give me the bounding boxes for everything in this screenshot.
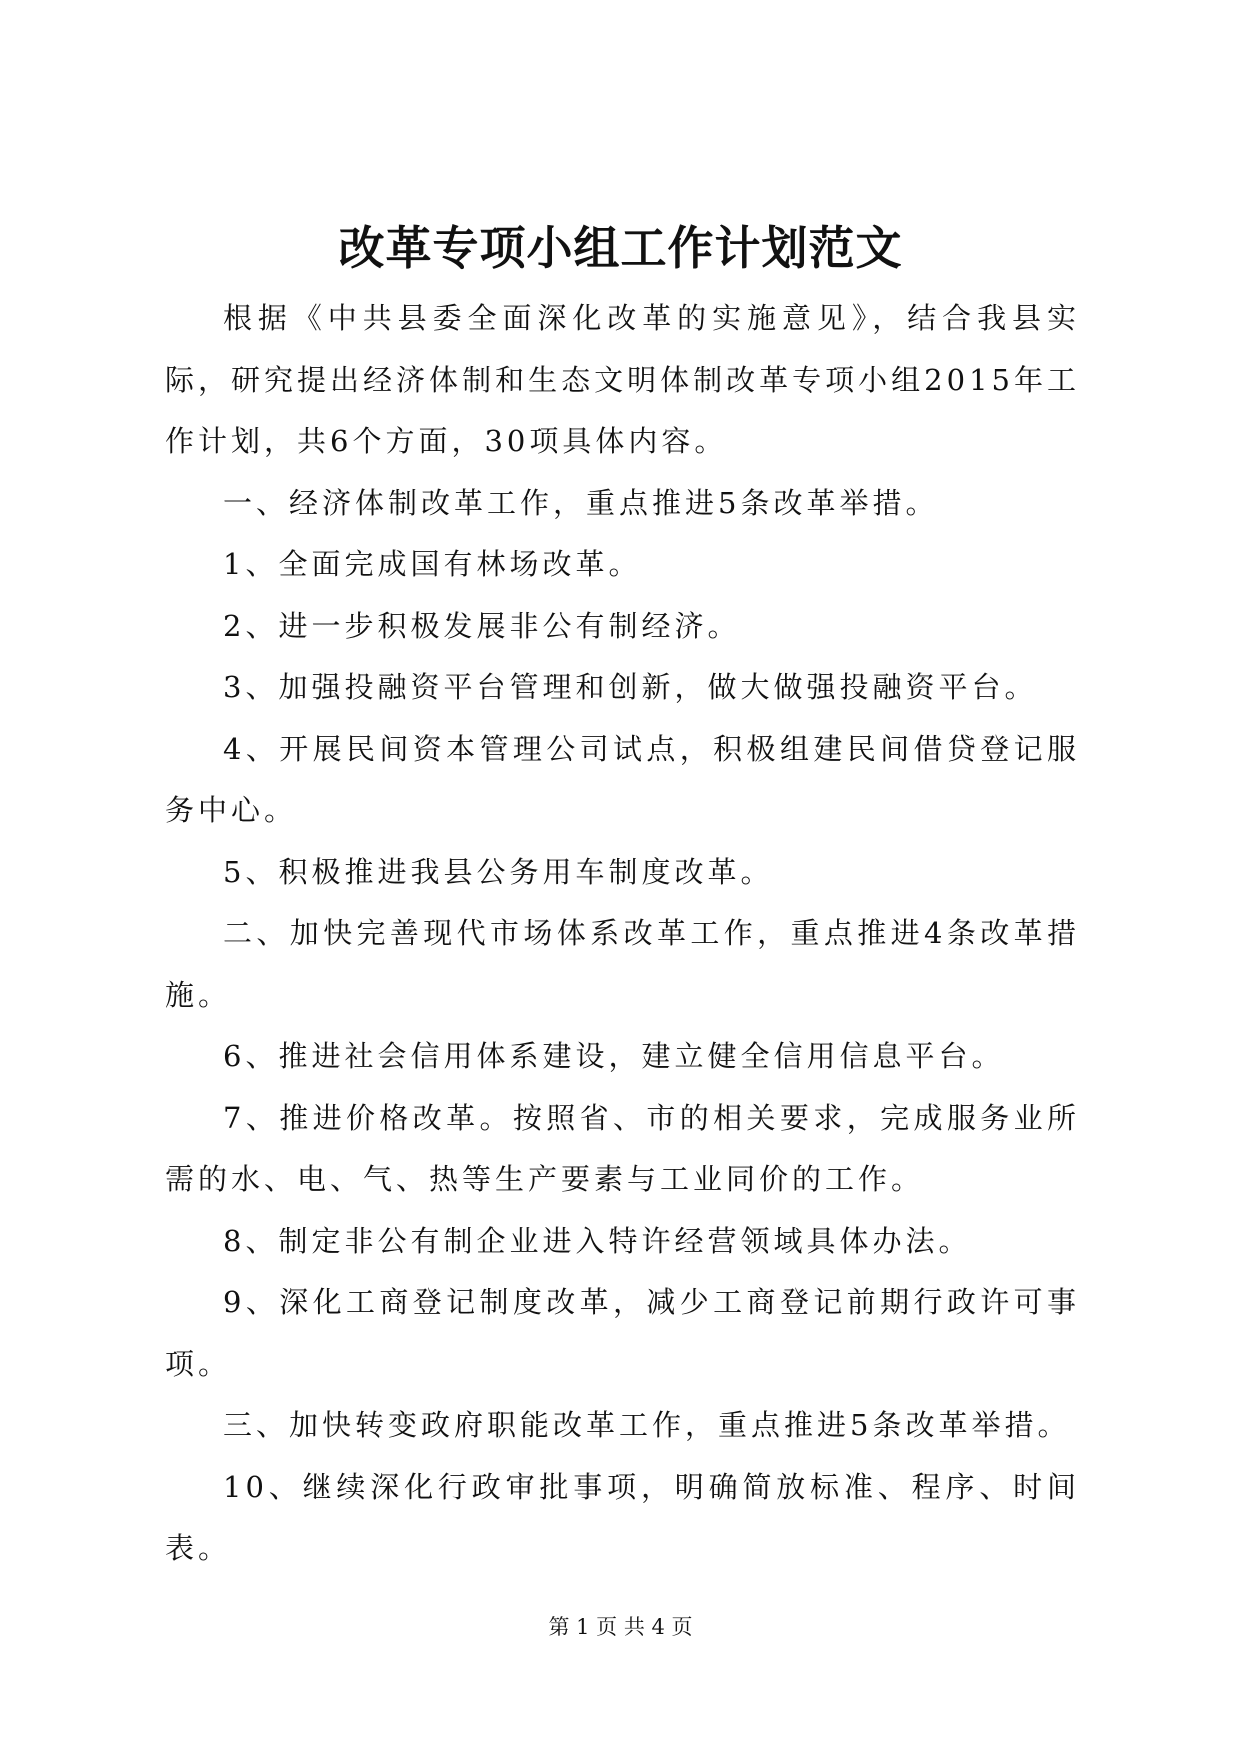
paragraph-item-1: 1、全面完成国有林场改革。: [223, 547, 642, 581]
paragraph-section-3: 三、加快转变政府职能改革工作，重点推进5条改革举措。: [223, 1408, 1071, 1442]
paragraph-item-5: 5、积极推进我县公务用车制度改革。: [223, 854, 774, 889]
paragraph-item-6: 6、推进社会信用体系建设，建立健全信用信息平台。: [223, 1039, 1005, 1073]
paragraph-section-2: 二、加快完善现代市场体系改革工作，重点推进4条改革措施。: [165, 916, 1080, 1012]
paragraph-item-4: 4、开展民间资本管理公司试点，积极组建民间借贷登记服务中心。: [165, 731, 1080, 827]
document-body: [165, 288, 1080, 1580]
paragraph-section-1: 一、经济体制改革工作，重点推进5条改革举措。: [223, 485, 939, 520]
paragraph-intro: 根据《中共县委全面深化改革的实施意见》，结合我县实际，研究提出经济体制和生态文明体制改革专项小组2015年工作计划，共6个方面，30项具体内容。: [165, 301, 1080, 458]
page-footer: 第 1 页 共 4 页: [548, 1615, 693, 1639]
paragraph-item-7: 7、推进价格改革。按照省、市的相关要求，完成服务业所需的水、电、气、热等生产要素与工业同价的工作。: [165, 1100, 1080, 1196]
paragraph-item-10: 10、继续深化行政审批事项，明确简放标准、程序、时间表。: [165, 1469, 1080, 1565]
paragraph-item-3: 3、加强投融资平台管理和创新，做大做强投融资平台。: [223, 670, 1038, 704]
paragraph-item-2: 2、进一步积极发展非公有制经济。: [223, 608, 741, 643]
paragraph-item-8: 8、制定非公有制企业进入特许经营领域具体办法。: [223, 1223, 972, 1258]
document-title: 改革专项小组工作计划范文: [338, 221, 903, 275]
paragraph-item-9: 9、深化工商登记制度改革，减少工商登记前期行政许可事项。: [165, 1285, 1080, 1381]
